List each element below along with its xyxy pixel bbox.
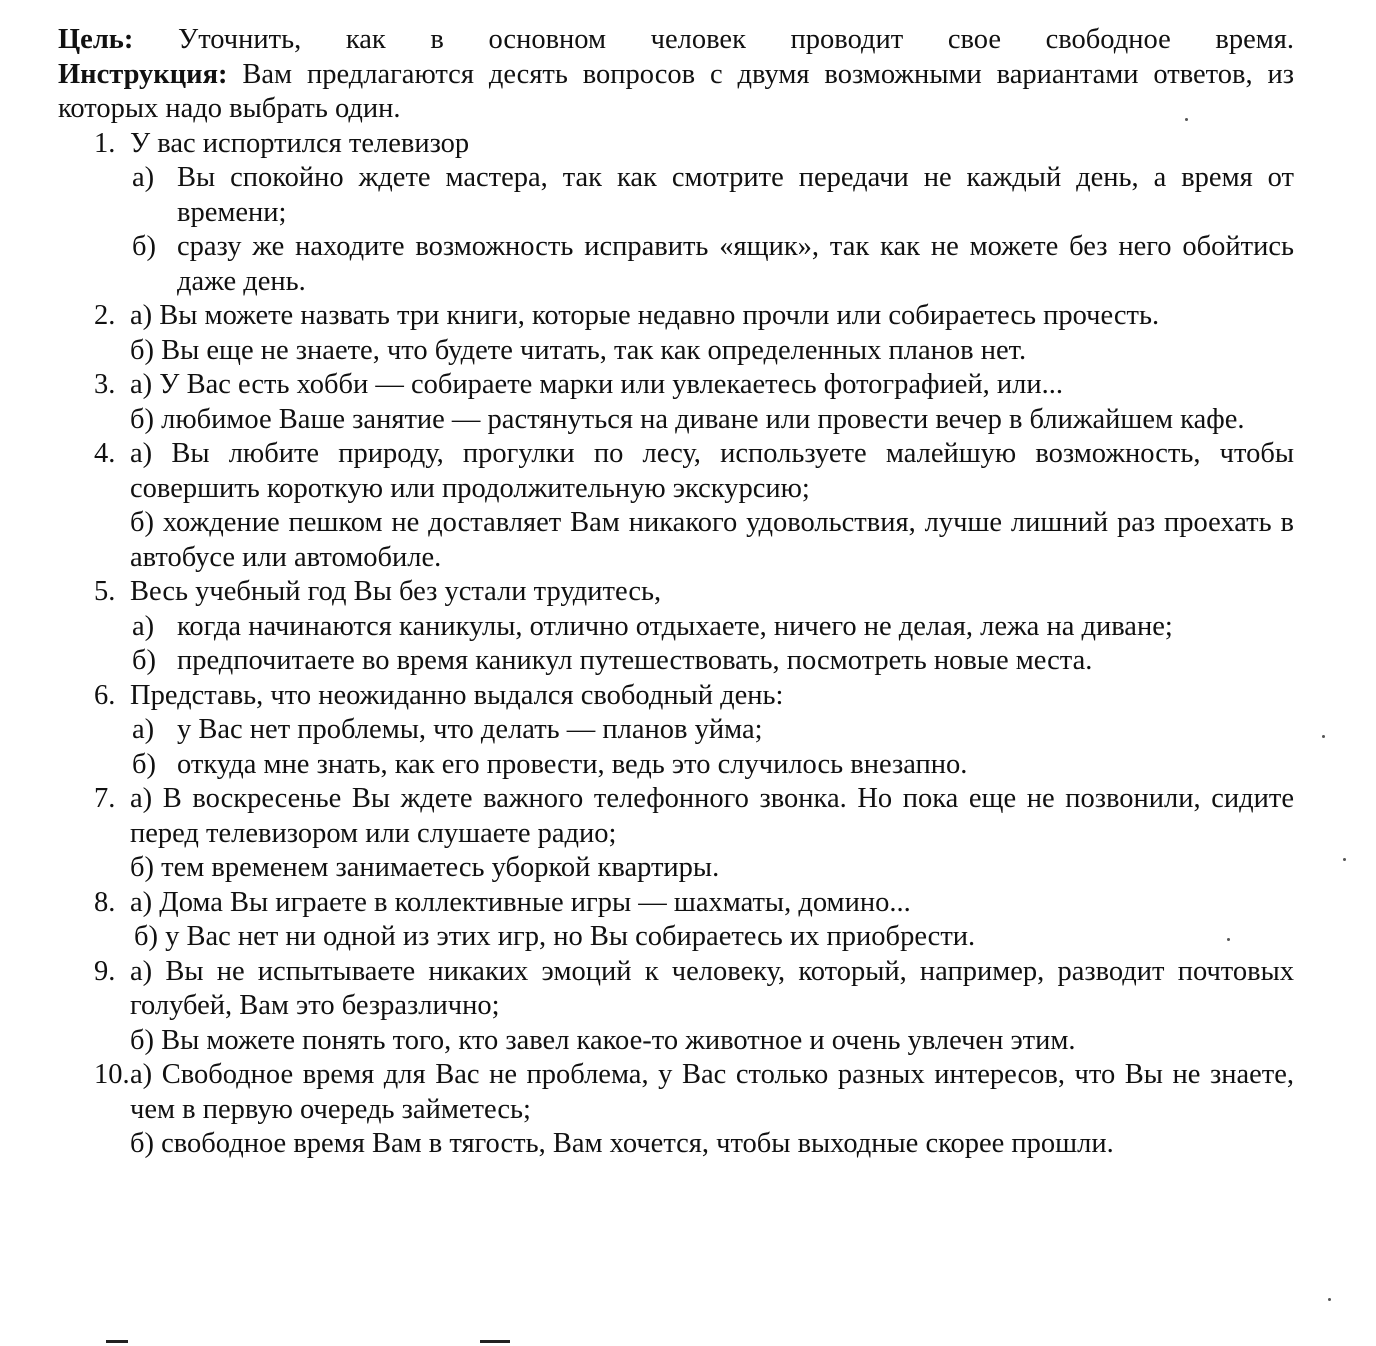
option-b: б) у Вас нет ни одной из этих игр, но Вы собираетесь их приобрести. bbox=[134, 921, 976, 952]
document-page bbox=[58, 23, 1294, 1162]
question-number: 8. bbox=[94, 886, 116, 918]
option-text: у Вас нет проблемы, что делать — планов уйма; bbox=[177, 714, 763, 745]
option-a: а) Дома Вы играете в коллективные игры — шахматы, домино... bbox=[130, 886, 911, 918]
option-a: а) В воскресенье Вы ждете важного телефонного звонка. Но пока еще не позвонили, сидите перед телевизором или слушаете радио; bbox=[130, 783, 1294, 849]
question-5 bbox=[58, 575, 1294, 679]
scan-speck bbox=[1227, 938, 1230, 941]
question-stem: Весь учебный год Вы без устали трудитесь, bbox=[130, 576, 662, 607]
question-number: 4. bbox=[94, 438, 116, 469]
question-stem: У вас испортился телевизор bbox=[130, 127, 470, 159]
question-number: 5. bbox=[94, 576, 116, 607]
question-1 bbox=[58, 127, 1294, 300]
option-a: а) Вы любите природу, прогулки по лесу, используете малейшую возможность, чтобы совершить короткую или продолжительную экскурсию; bbox=[130, 438, 1294, 504]
option-a bbox=[132, 610, 1294, 645]
instruction-label: Инструкция: bbox=[58, 58, 228, 90]
option-b: б) любимое Ваше занятие — растянуться на диване или провести вечер в ближайшем кафе. bbox=[130, 403, 1245, 435]
question-number: 7. bbox=[94, 783, 116, 814]
option-label: б) bbox=[132, 748, 156, 780]
instruction-text: Вам предлагаются десять вопросов с двумя возможными вариантами ответов, из которых надо выбрать один. bbox=[58, 58, 1294, 124]
question-4 bbox=[58, 437, 1294, 575]
option-label: а) bbox=[132, 162, 155, 193]
goal-label: Цель: bbox=[58, 24, 134, 55]
question-number: 6. bbox=[94, 679, 116, 711]
option-text: откуда мне знать, как его провести, ведь это случилось внезапно. bbox=[177, 748, 968, 780]
option-label: а) bbox=[132, 610, 155, 642]
option-text: когда начинаются каникулы, отлично отдыхаете, ничего не делая, лежа на диване; bbox=[177, 610, 1173, 642]
option-b: б) Вы можете понять того, кто завел какое-то животное и очень увлечен этим. bbox=[130, 1024, 1076, 1056]
scan-speck bbox=[1185, 118, 1188, 121]
option-a: а) Вы можете назвать три книги, которые недавно прочли или собираетесь прочесть. bbox=[130, 300, 1160, 331]
question-number: 2. bbox=[94, 300, 116, 331]
question-number: 1. bbox=[94, 127, 116, 159]
option-label: а) bbox=[132, 714, 155, 745]
option-b: б) хождение пешком не доставляет Вам никакого удовольствия, лучше лишний раз проехать в автобусе или автомобиле. bbox=[130, 507, 1294, 573]
option-a: а) У Вас есть хобби — собираете марки или увлекаетесь фотографией, или... bbox=[130, 369, 1063, 400]
question-number: 10. bbox=[94, 1059, 130, 1090]
scan-speck bbox=[1343, 858, 1346, 861]
option-a bbox=[132, 713, 1294, 748]
option-b: б) тем временем занимаетесь уборкой квартиры. bbox=[130, 852, 720, 883]
option-b: б) Вы еще не знаете, что будете читать, так как определенных планов нет. bbox=[130, 334, 1027, 366]
option-a: а) Вы не испытываете никаких эмоций к человеку, который, например, разводит почтовых голубей, Вам это безразлично; bbox=[130, 955, 1294, 1021]
option-a bbox=[132, 161, 1294, 230]
option-text: предпочитаете во время каникул путешествовать, посмотреть новые места. bbox=[177, 645, 1093, 676]
question-stem: Представь, что неожиданно выдался свободный день: bbox=[130, 679, 784, 711]
option-b bbox=[132, 748, 1294, 783]
option-b bbox=[132, 644, 1294, 679]
question-9 bbox=[58, 955, 1294, 1059]
question-10 bbox=[58, 1058, 1294, 1162]
instruction-paragraph bbox=[58, 58, 1294, 127]
option-a: а) Свободное время для Вас не проблема, у Вас столько разных интересов, что Вы не знаете, чем в первую очередь займетесь; bbox=[130, 1059, 1294, 1125]
goal-line bbox=[58, 23, 1294, 58]
question-6 bbox=[58, 679, 1294, 783]
question-number: 9. bbox=[94, 955, 116, 987]
question-number: 3. bbox=[94, 369, 116, 400]
option-text: сразу же находите возможность исправить «ящик», так как не можете без него обойтись даже день. bbox=[177, 231, 1294, 297]
option-label: б) bbox=[132, 645, 156, 676]
cropped-text-fragment bbox=[100, 1334, 520, 1346]
question-2 bbox=[58, 299, 1294, 368]
option-text: Вы спокойно ждете мастера, так как смотрите передачи не каждый день, а время от времени; bbox=[177, 162, 1294, 228]
option-b: б) свободное время Вам в тягость, Вам хочется, чтобы выходные скорее прошли. bbox=[130, 1128, 1114, 1159]
goal-text: Уточнить, как в основном человек проводит свое свободное время. bbox=[133, 24, 1294, 55]
question-8 bbox=[58, 886, 1294, 955]
scan-speck bbox=[1322, 735, 1325, 738]
question-3 bbox=[58, 368, 1294, 437]
option-label: б) bbox=[132, 231, 156, 262]
question-7 bbox=[58, 782, 1294, 886]
option-b bbox=[132, 230, 1294, 299]
scan-speck bbox=[1328, 1298, 1331, 1301]
